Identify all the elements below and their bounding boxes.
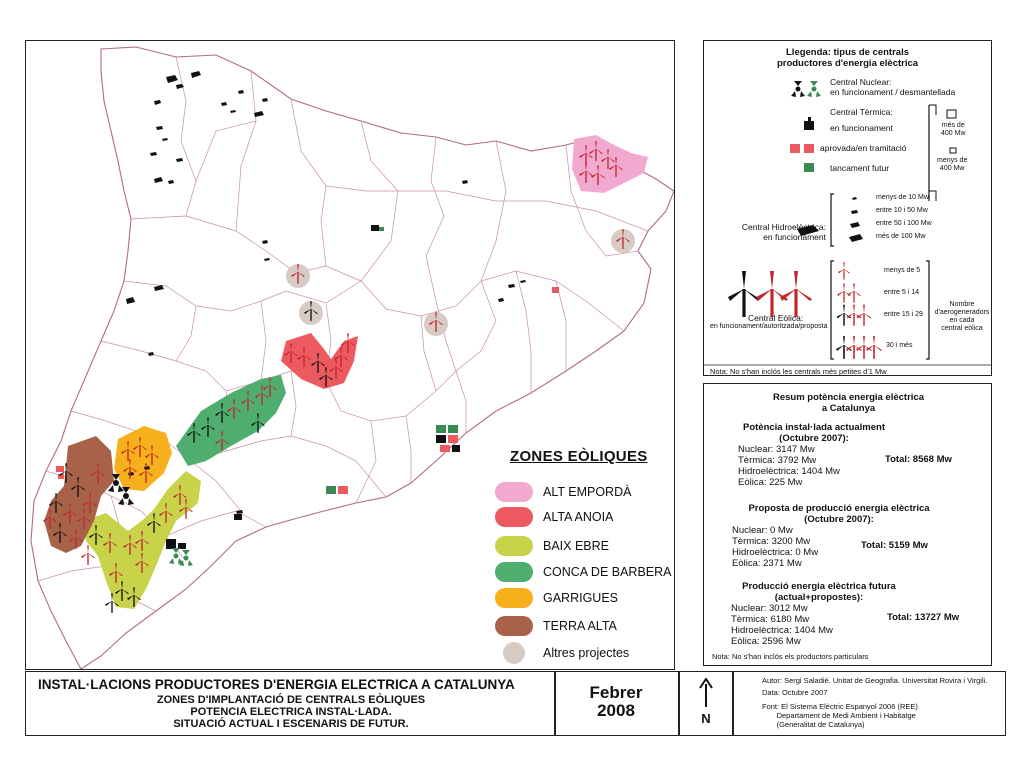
zone-swatch	[495, 482, 533, 502]
nuclear-label: Central Nuclear: en funcionament / desmantellada	[830, 77, 956, 97]
nuclear-icon	[791, 81, 805, 97]
wind-turbine-icon	[756, 271, 788, 317]
zone-legend-item[interactable]	[495, 505, 675, 529]
zone-swatch	[495, 562, 533, 582]
date-year: 2008	[597, 701, 635, 720]
wind-count-3: entre 15 i 29	[884, 311, 923, 318]
wind-count-1: menys de 5	[884, 267, 921, 274]
divider	[554, 672, 556, 735]
credit-source-3: (Generalitat de Catalunya)	[762, 720, 865, 729]
zones-title: ZONES EÒLIQUES	[510, 448, 648, 465]
wind-label: Central Eòlica:	[748, 313, 804, 323]
zone-swatch	[503, 642, 525, 664]
future-total: Total: 13727 Mw	[887, 612, 960, 623]
zone-legend-item[interactable]	[495, 480, 675, 504]
proposed-line-2: Tèrmica: 3200 Mw	[732, 536, 811, 547]
proposed-line-1: Nuclear: 0 Mw	[732, 525, 793, 536]
subtitle-line-3: SITUACIÓ ACTUAL I ESCENARIS DE FUTUR.	[173, 718, 409, 730]
current-heading: Potència instal·lada actualment (Octubre 2007):	[742, 422, 885, 444]
wind-turbine-icon	[728, 271, 760, 317]
thermal-icons	[790, 105, 956, 201]
zone-label: ALT EMPORDÀ	[543, 485, 632, 499]
summary-title: Resum potència energia elèctrica a Catalunya	[772, 392, 924, 414]
future-line-4: Eòlica: 2596 Mw	[731, 636, 801, 647]
credit-author: Autor: Sergi Saladié. Unitat de Geografia. Universitat Rovira i Virgili.	[762, 676, 988, 685]
zone-label: CONCA DE BARBERA	[543, 565, 672, 579]
wind-turbine-icon	[780, 271, 812, 317]
credit-source-1: Font: El Sistema Elèctric Espanyol 2006 (REE)	[762, 702, 918, 711]
thermal-item-approved: aprovada/en tramitació	[820, 143, 907, 153]
zone-swatch	[495, 507, 533, 527]
wind-turbine-icon	[837, 284, 850, 303]
zone-legend-item[interactable]	[495, 614, 675, 638]
legend-panel	[703, 40, 992, 376]
future-line-3: Hidroelèctrica: 1404 Mw	[731, 625, 833, 636]
proposed-total: Total: 5159 Mw	[861, 540, 928, 551]
thermal-size-small: menys de 400 Mw	[937, 157, 968, 172]
hydro-size-3: entre 50 i 100 Mw	[876, 220, 932, 227]
north-arrow	[694, 678, 718, 726]
hydro-size-1: menys de 10 Mw	[876, 194, 929, 201]
future-line-1: Nuclear: 3012 Mw	[731, 603, 808, 614]
hydro-label: Central Hidroelèctrica: en funcionament	[741, 222, 826, 242]
zone-legend-item[interactable]	[495, 586, 675, 610]
current-total: Total: 8568 Mw	[885, 454, 952, 465]
subtitle-line-2: POTENCIA ELECTRICA INSTAL·LADA.	[190, 706, 392, 718]
thermal-label: Central Tèrmica:	[830, 107, 893, 117]
wind-turbine-icon	[857, 305, 872, 326]
summary-note: Nota: No s'han inclós els productors particulars	[712, 652, 869, 661]
subtitle-line-1: ZONES D'IMPLANTACIÓ DE CENTRALS EÒLIQUES	[156, 694, 426, 706]
wind-count-title: Nombre d'aerogeneradors en cada central eòlica	[934, 301, 990, 332]
date-month: Febrer	[589, 683, 643, 702]
current-line-2: Tèrmica: 3792 Mw	[738, 455, 817, 466]
wind-legend-icons	[728, 262, 882, 359]
divider	[678, 672, 680, 735]
north-label: N	[701, 711, 711, 726]
zone-legend-item[interactable]	[495, 534, 675, 558]
credit-date: Data: Octubre 2007	[762, 688, 828, 697]
wind-turbine-icon	[866, 336, 882, 359]
zone-swatch	[495, 588, 533, 608]
proposed-line-3: Hidroelèctrica: 0 Mw	[732, 547, 819, 558]
wind-sublabel: en funcionament/autoritzada/proposta	[710, 323, 828, 330]
wind-turbine-icon	[847, 284, 860, 303]
current-line-4: Eòlica: 225 Mw	[738, 477, 803, 488]
hydro-size-4: més de 100 Mw	[876, 233, 926, 240]
wind-turbine-icon	[838, 262, 850, 279]
zone-label: TERRA ALTA	[543, 619, 617, 633]
credit-source-2: Departament de Medi Ambient i Habitatge	[762, 711, 916, 720]
wind-turbine-icon	[837, 305, 852, 326]
wind-turbine-icon	[847, 305, 862, 326]
zone-label: ALTA ANOIA	[543, 510, 614, 524]
wind-count-2: entre 5 i 14	[884, 289, 920, 296]
thermal-item-closing: tancament futur	[830, 163, 890, 173]
summary-panel	[703, 383, 992, 666]
zone-label: GARRIGUES	[543, 591, 619, 605]
map-date	[561, 684, 671, 720]
proposed-heading: Proposta de producció energia elèctrica (Octubre 2007):	[748, 503, 930, 525]
legend-note: Nota: No s'han inclós les centrals més petites d'1 Mw	[710, 367, 887, 376]
nuclear-decommissioned-icon	[807, 81, 821, 97]
zone-legend-item[interactable]	[495, 641, 675, 665]
zone-legend-item[interactable]	[495, 560, 675, 584]
north-arrow-icon	[699, 678, 713, 708]
zone-swatch	[495, 616, 533, 636]
hydro-size-2: entre 10 i 50 Mw	[876, 207, 928, 214]
thermal-item-operating: en funcionament	[830, 123, 893, 133]
future-heading: Producció energia elèctrica futura (actual+propostes):	[742, 581, 896, 603]
zone-label: Altres projectes	[543, 646, 630, 660]
zone-swatch	[495, 536, 533, 556]
legend-title: Llegenda: tipus de centrals productores d'energia elèctrica	[776, 47, 919, 69]
divider	[732, 672, 734, 735]
map-title: INSTAL·LACIONS PRODUCTORES D'ENERGIA ELECTRICA A CATALUNYA	[38, 677, 515, 692]
future-line-2: Tèrmica: 6180 Mw	[731, 614, 810, 625]
current-line-3: Hidroelèctrica: 1404 Mw	[738, 466, 840, 477]
thermal-size-large: més de 400 Mw	[941, 122, 966, 137]
wind-count-4: 30 i més	[886, 342, 913, 349]
title-block	[25, 671, 1006, 736]
current-line-1: Nuclear: 3147 Mw	[738, 444, 815, 455]
proposed-line-4: Eòlica: 2371 Mw	[732, 558, 802, 569]
zone-label: BAIX EBRE	[543, 539, 609, 553]
